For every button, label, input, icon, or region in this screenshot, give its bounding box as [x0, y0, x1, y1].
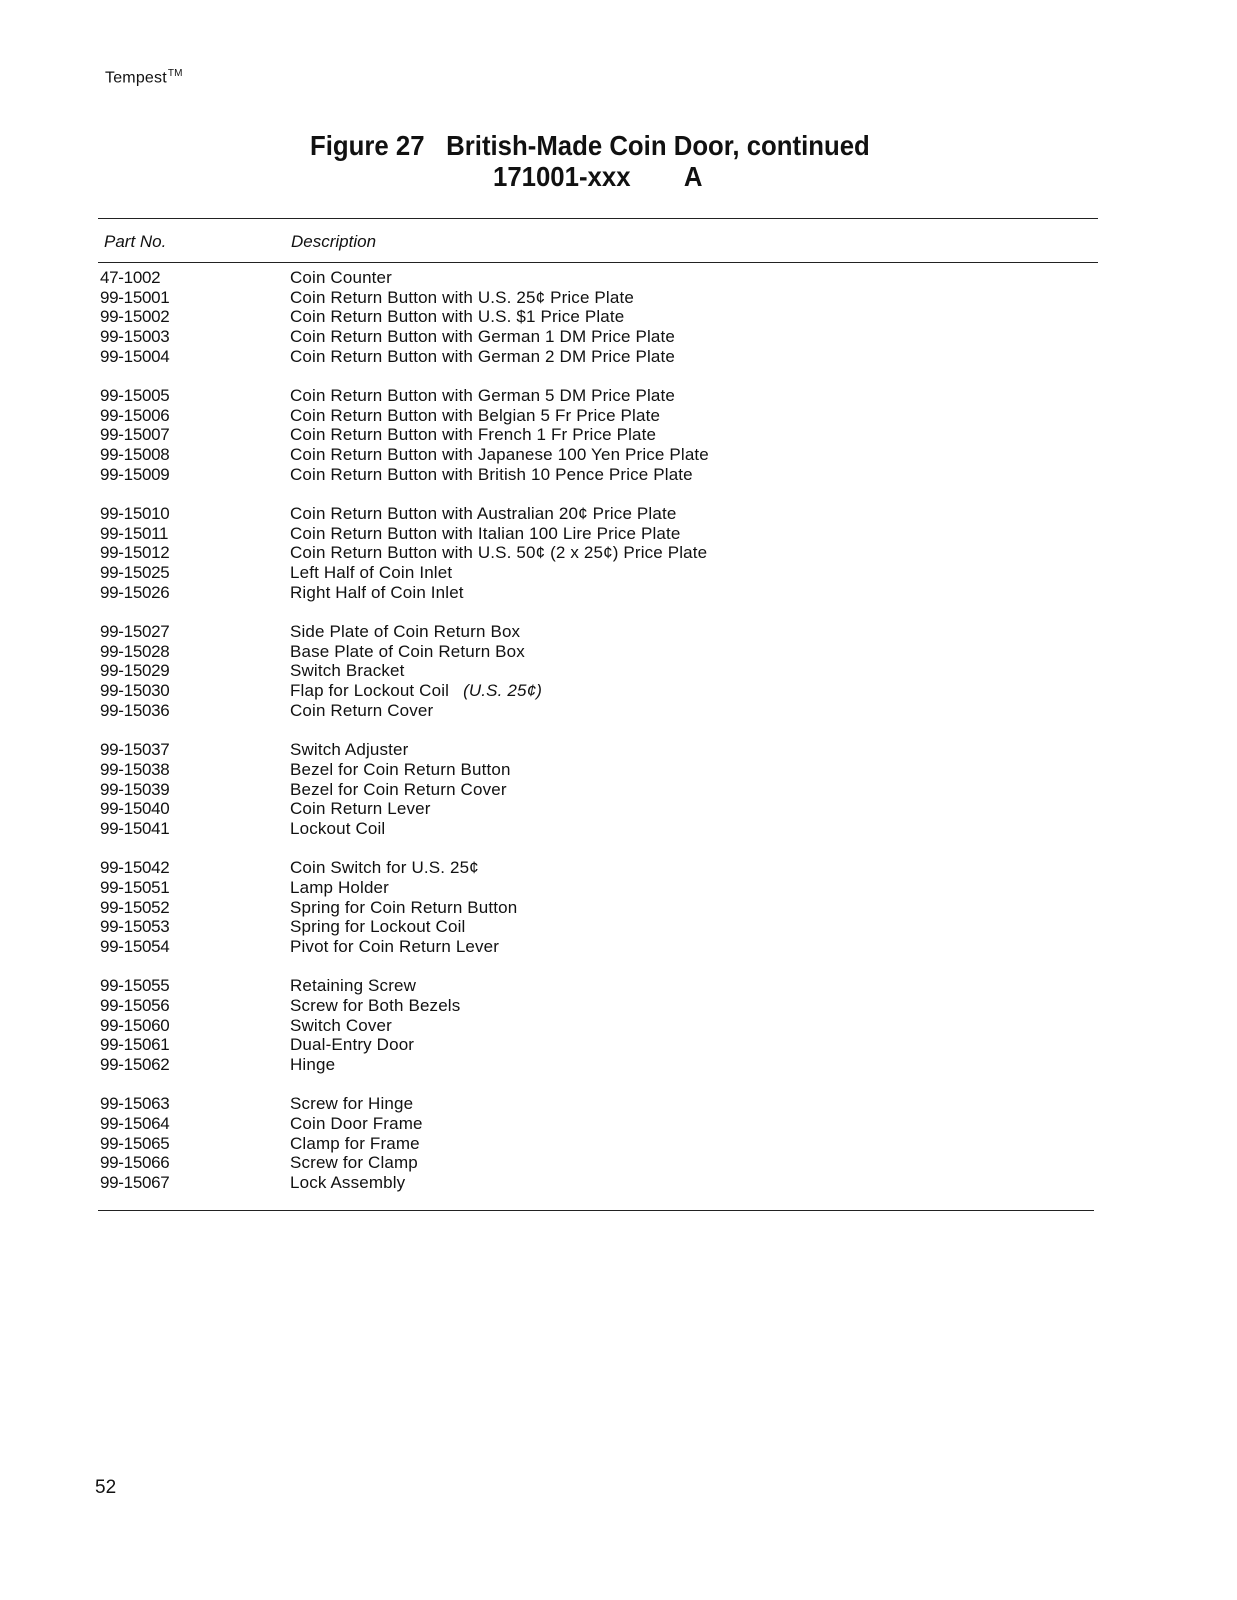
part-description	[290, 288, 634, 308]
part-number: 99-15056	[100, 995, 170, 1015]
part-description	[290, 661, 405, 681]
parts-group	[0, 386, 1237, 484]
part-description	[290, 524, 681, 544]
part-description-text: Hinge	[290, 1054, 336, 1074]
part-description-text: Screw for Clamp	[290, 1153, 418, 1173]
part-description-text: Coin Return Button with U.S. $1 Price Plate	[290, 307, 625, 327]
part-description-text: Coin Door Frame	[290, 1113, 423, 1133]
part-description-text: Bezel for Coin Return Button	[290, 759, 511, 779]
part-description-text: Coin Return Button with German 5 DM Price Plate	[290, 386, 675, 406]
part-description-text: Screw for Hinge	[290, 1094, 414, 1114]
part-description	[290, 898, 517, 918]
part-number: 99-15064	[100, 1113, 170, 1133]
table-row	[0, 799, 1237, 819]
table-row	[0, 858, 1237, 878]
table-top-rule	[98, 218, 1098, 219]
table-row	[0, 1173, 1237, 1193]
part-description-text: Switch Cover	[290, 1015, 392, 1035]
part-description-text: Right Half of Coin Inlet	[290, 582, 464, 602]
part-description-text: Coin Return Button with Australian 20¢ Price Plate	[290, 504, 677, 524]
part-number: 99-15062	[100, 1054, 170, 1074]
table-row	[0, 1016, 1237, 1036]
table-row	[0, 406, 1237, 426]
part-description-text: Switch Bracket	[290, 661, 405, 681]
table-bottom-rule	[98, 1210, 1094, 1211]
part-number: 99-15037	[100, 740, 170, 760]
running-header	[105, 68, 183, 87]
part-description	[290, 780, 507, 800]
part-number: 99-15041	[100, 818, 170, 838]
part-description	[290, 465, 693, 485]
running-title: Tempest	[105, 69, 167, 87]
figure-number: Figure 27	[310, 130, 425, 161]
part-description-text: Spring for Coin Return Button	[290, 897, 518, 917]
table-row	[0, 1035, 1237, 1055]
assembly-part-number: 171001-xxx	[493, 161, 631, 192]
table-row	[0, 898, 1237, 918]
part-number: 99-15063	[100, 1094, 170, 1114]
parts-group	[0, 622, 1237, 720]
part-description	[290, 878, 389, 898]
part-number: 99-15010	[100, 504, 170, 524]
part-description-text: Side Plate of Coin Return Box	[290, 622, 521, 642]
part-description	[290, 996, 460, 1016]
parts-group	[0, 268, 1237, 366]
table-row	[0, 917, 1237, 937]
table-row	[0, 740, 1237, 760]
revision-letter: A	[683, 161, 703, 192]
part-number: 99-15040	[100, 799, 170, 819]
table-row	[0, 543, 1237, 563]
column-header-part-no: Part No.	[104, 232, 167, 251]
part-description-text: Flap for Lockout Coil	[290, 681, 450, 701]
parts-group	[0, 504, 1237, 602]
page-number: 52	[95, 1477, 117, 1498]
part-description-text: Clamp for Frame	[290, 1133, 420, 1153]
part-description	[290, 1153, 418, 1173]
part-number: 99-15066	[100, 1153, 170, 1173]
part-number: 99-15042	[100, 858, 170, 878]
part-description-text: Coin Return Button with Italian 100 Lire Price Plate	[290, 523, 681, 543]
table-row	[0, 425, 1237, 445]
part-number: 99-15052	[100, 897, 170, 917]
part-description	[290, 1173, 405, 1193]
part-description-text: Bezel for Coin Return Cover	[290, 779, 507, 799]
part-description-text: Coin Return Button with U.S. 25¢ Price Plate	[290, 287, 634, 307]
part-description-text: Coin Return Lever	[290, 799, 431, 819]
part-number: 99-15004	[100, 346, 170, 366]
part-description-text: Coin Return Button with German 1 DM Price Plate	[290, 327, 675, 347]
part-number: 99-15012	[100, 543, 170, 563]
table-row	[0, 327, 1237, 347]
part-description-text: Coin Counter	[290, 268, 392, 287]
table-row	[0, 504, 1237, 524]
part-description-text: Lamp Holder	[290, 877, 389, 897]
part-description	[290, 1094, 413, 1114]
table-row	[0, 642, 1237, 662]
table-row	[0, 1055, 1237, 1075]
part-description	[290, 681, 542, 701]
part-description-text: Coin Return Button with Belgian 5 Fr Price Plate	[290, 405, 661, 425]
table-header-rule	[98, 262, 1098, 263]
table-row	[0, 1114, 1237, 1134]
part-description	[290, 1114, 423, 1134]
table-row	[0, 780, 1237, 800]
part-description	[290, 917, 465, 937]
column-header-description: Description	[291, 232, 377, 251]
parts-list	[0, 268, 1237, 1212]
part-description	[290, 504, 676, 524]
part-number: 99-15053	[100, 917, 170, 937]
table-row	[0, 524, 1237, 544]
table-row	[0, 622, 1237, 642]
part-description	[290, 307, 624, 327]
part-description	[290, 622, 520, 642]
part-description-text: Coin Return Cover	[290, 700, 434, 720]
table-row	[0, 347, 1237, 367]
part-description-text: Lock Assembly	[290, 1172, 406, 1192]
part-description-text: Screw for Both Bezels	[290, 995, 461, 1015]
table-row	[0, 465, 1237, 485]
part-number: 99-15065	[100, 1133, 170, 1153]
part-number: 99-15009	[100, 464, 170, 484]
part-number: 99-15027	[100, 622, 170, 642]
part-number: 99-15054	[100, 936, 170, 956]
table-row	[0, 307, 1237, 327]
part-description	[290, 583, 464, 603]
part-description	[290, 1035, 414, 1055]
part-description	[290, 701, 433, 721]
part-description	[290, 425, 656, 445]
table-row	[0, 583, 1237, 603]
part-description-text: Coin Switch for U.S. 25¢	[290, 858, 479, 878]
part-number: 99-15005	[100, 386, 170, 406]
table-row	[0, 445, 1237, 465]
table-row	[0, 288, 1237, 308]
part-number: 99-15026	[100, 582, 170, 602]
part-number: 99-15038	[100, 759, 170, 779]
part-description	[290, 543, 707, 563]
parts-group	[0, 1094, 1237, 1192]
part-description	[290, 760, 511, 780]
table-row	[0, 937, 1237, 957]
part-description	[290, 327, 675, 347]
part-number: 99-15001	[100, 287, 170, 307]
part-number: 99-15030	[100, 681, 170, 701]
table-row	[0, 1134, 1237, 1154]
part-description	[290, 1016, 392, 1036]
part-description	[290, 268, 392, 288]
table-row	[0, 268, 1237, 288]
table-row	[0, 681, 1237, 701]
figure-subtitle-line	[493, 161, 703, 192]
part-description	[290, 1055, 335, 1075]
part-description	[290, 642, 525, 662]
parts-group	[0, 858, 1237, 956]
part-description	[290, 858, 479, 878]
parts-group	[0, 976, 1237, 1074]
trademark-symbol: TM	[167, 68, 183, 79]
part-description	[290, 740, 408, 760]
part-number: 99-15025	[100, 563, 170, 583]
part-description	[290, 1134, 420, 1154]
part-number: 99-15061	[100, 1035, 170, 1055]
part-description	[290, 563, 452, 583]
part-number: 99-15006	[100, 405, 170, 425]
table-row	[0, 701, 1237, 721]
part-description	[290, 799, 431, 819]
part-description	[290, 976, 416, 996]
part-description-text: Dual-Entry Door	[290, 1035, 415, 1055]
part-number: 99-15028	[100, 641, 170, 661]
part-description-text: Base Plate of Coin Return Box	[290, 641, 525, 661]
part-number: 99-15051	[100, 877, 170, 897]
part-number: 99-15036	[100, 700, 170, 720]
table-row	[0, 760, 1237, 780]
table-row	[0, 996, 1237, 1016]
table-row	[0, 976, 1237, 996]
part-description	[290, 347, 675, 367]
part-number: 99-15060	[100, 1015, 170, 1035]
part-number: 99-15055	[100, 976, 170, 996]
part-number: 99-15067	[100, 1172, 170, 1192]
part-description-text: Coin Return Button with German 2 DM Price Plate	[290, 346, 675, 366]
figure-title: British-Made Coin Door, continued	[446, 130, 870, 161]
table-row	[0, 386, 1237, 406]
part-number: 99-15029	[100, 661, 170, 681]
parts-group	[0, 740, 1237, 838]
table-row	[0, 819, 1237, 839]
part-note: (U.S. 25¢)	[463, 681, 543, 701]
table-row	[0, 1153, 1237, 1173]
part-description	[290, 937, 499, 957]
part-number: 99-15007	[100, 425, 170, 445]
part-description-text: Coin Return Button with Japanese 100 Yen Price Plate	[290, 445, 709, 465]
part-description-text: Coin Return Button with U.S. 50¢ (2 x 25¢) Price Plate	[290, 543, 708, 563]
table-row	[0, 1094, 1237, 1114]
part-number: 99-15008	[100, 445, 170, 465]
figure-title-line	[310, 130, 870, 161]
table-row	[0, 878, 1237, 898]
part-number: 47-1002	[100, 268, 161, 287]
part-description	[290, 386, 675, 406]
part-description-text: Left Half of Coin Inlet	[290, 563, 453, 583]
part-description-text: Spring for Lockout Coil	[290, 917, 466, 937]
part-number: 99-15003	[100, 327, 170, 347]
part-number: 99-15011	[100, 523, 169, 543]
table-row	[0, 563, 1237, 583]
part-description	[290, 406, 660, 426]
part-number: 99-15002	[100, 307, 170, 327]
part-description-text: Switch Adjuster	[290, 740, 409, 760]
part-description-text: Coin Return Button with French 1 Fr Price Plate	[290, 425, 657, 445]
part-description-text: Lockout Coil	[290, 818, 386, 838]
part-number: 99-15039	[100, 779, 170, 799]
part-description	[290, 819, 385, 839]
part-description-text: Retaining Screw	[290, 976, 417, 996]
part-description-text: Coin Return Button with British 10 Pence Price Plate	[290, 464, 693, 484]
part-description-text: Pivot for Coin Return Lever	[290, 936, 500, 956]
table-row	[0, 661, 1237, 681]
part-description	[290, 445, 709, 465]
